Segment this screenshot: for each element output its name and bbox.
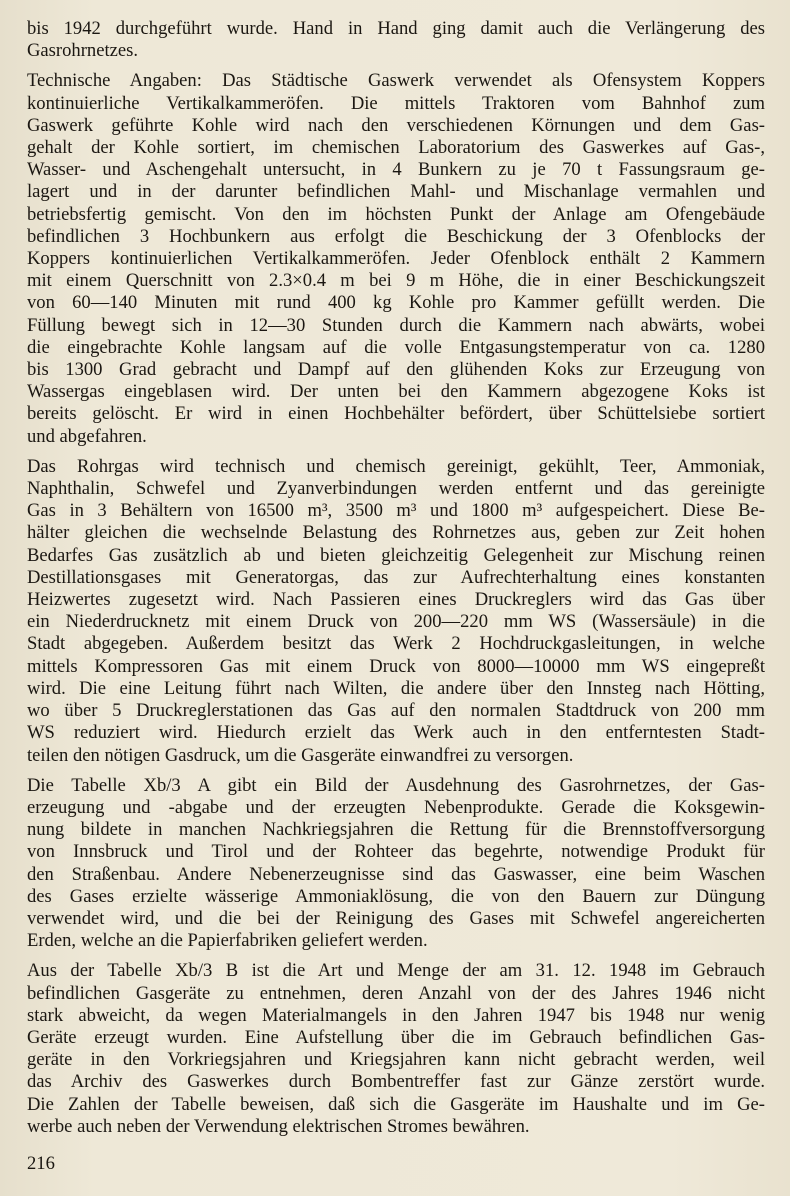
text-line: und abgefahren.	[27, 425, 147, 447]
paragraph	[27, 456, 765, 767]
text-line: nung bildete in manchen Nachkriegsjahren die Rettung für die Brennstoffversorgung	[27, 819, 765, 841]
text-line: gehalt der Kohle sortiert, im chemischen Laboratorium des Gaswerkes auf Gas-,	[27, 137, 765, 159]
text-line: Geräte erzeugt wurden. Eine Aufstellung über die im Gebrauch befindlichen Gas-	[27, 1026, 765, 1048]
text-line: Koppers kontinuierlichen Vertikalkammeröfen. Jeder Ofenblock enthält 2 Kammern	[27, 248, 765, 270]
text-line: Gaswerk geführte Kohle wird nach den verschiedenen Körnungen und dem Gas-	[27, 114, 765, 136]
text-line: bis 1942 durchgeführt wurde. Hand in Hand ging damit auch die Verlängerung des	[27, 18, 765, 39]
text-line: werbe auch neben der Verwendung elektrischen Stromes bewähren.	[27, 1115, 530, 1137]
paragraph	[27, 18, 765, 62]
text-line: Gasrohrnetzes.	[27, 40, 138, 62]
text-line: teilen den nötigen Gasdruck, um die Gasgeräte einwandfrei zu versorgen.	[27, 744, 574, 766]
text-line: Technische Angaben: Das Städtische Gaswerk verwendet als Ofensystem Koppers	[27, 70, 765, 92]
body-text	[27, 18, 765, 1146]
text-line: Heizwertes zugesetzt wird. Nach Passieren eines Druckreglers wird das Gas über	[27, 589, 765, 611]
text-line: wird. Die eine Leitung führt nach Wilten, die andere über den Innsteg nach Hötting,	[27, 677, 765, 699]
paragraph	[27, 960, 765, 1138]
text-line: erzeugung und -abgabe und der erzeugten Nebenprodukte. Gerade die Koksgewin-	[27, 796, 765, 818]
text-line: kontinuierliche Vertikalkammeröfen. Die mittels Traktoren vom Bahnhof zum	[27, 92, 765, 114]
text-line: Stadt abgegeben. Außerdem besitzt das Werk 2 Hochdruckgasleitungen, in welche	[27, 633, 765, 655]
text-line: stark abweicht, da wegen Materialmangels in den Jahren 1947 bis 1948 nur wenig	[27, 1004, 765, 1026]
paragraph	[27, 70, 765, 447]
text-line: Füllung bewegt sich in 12—30 Stunden durch die Kammern nach abwärts, wobei	[27, 314, 765, 336]
text-line: WS reduziert wird. Hiedurch erzielt das Werk auch in den entferntesten Stadt-	[27, 722, 765, 744]
text-line: mittels Kompressoren Gas mit einem Druck von 8000—10000 mm WS eingepreßt	[27, 655, 765, 677]
text-line: Destillationsgases mit Generatorgas, das zur Aufrechterhaltung eines konstanten	[27, 566, 765, 588]
text-line: bereits gelöscht. Er wird in einen Hochbehälter befördert, über Schüttelsiebe sortiert	[27, 403, 765, 425]
text-line: Die Zahlen der Tabelle beweisen, daß sich die Gasgeräte im Haushalte und im Ge-	[27, 1093, 765, 1115]
text-line: wo über 5 Druckreglerstationen das Gas auf den normalen Stadtdruck von 200 mm	[27, 700, 765, 722]
text-line: Die Tabelle Xb/3 A gibt ein Bild der Ausdehnung des Gasrohrnetzes, der Gas-	[27, 774, 765, 796]
text-line: verwendet wird, und die bei der Reinigung des Gases mit Schwefel angereicherten	[27, 907, 765, 929]
text-line: Naphthalin, Schwefel und Zyanverbindungen werden entfernt und das gereinigte	[27, 478, 765, 500]
text-line: den Straßenbau. Andere Nebenerzeugnisse sind das Gaswasser, eine beim Waschen	[27, 863, 765, 885]
text-line: betriebsfertig gemischt. Von den im höchsten Punkt der Anlage am Ofengebäude	[27, 203, 765, 225]
text-line: ein Niederdrucknetz mit einem Druck von 200—220 mm WS (Wassersäule) in die	[27, 611, 765, 633]
text-line: das Archiv des Gaswerkes durch Bombentreffer fast zur Gänze zerstört wurde.	[27, 1071, 765, 1093]
text-line: Gas in 3 Behältern von 16500 m³, 3500 m³ und 1800 m³ aufgespeichert. Diese Be-	[27, 500, 765, 522]
text-line: Bedarfes Gas zusätzlich ab und bieten gleichzeitig Gelegenheit zur Mischung reinen	[27, 544, 765, 566]
text-line: die eingebrachte Kohle langsam auf die volle Entgasungstemperatur von ca. 1280	[27, 336, 765, 358]
text-line: Wasser- und Aschengehalt untersucht, in 4 Bunkern zu je 70 t Fassungsraum ge-	[27, 159, 765, 181]
paragraph	[27, 775, 765, 953]
text-line: Das Rohrgas wird technisch und chemisch gereinigt, gekühlt, Teer, Ammoniak,	[27, 455, 765, 477]
text-line: mit einem Querschnitt von 2.3×0.4 m bei 9 m Höhe, die in einer Beschickungszeit	[27, 270, 765, 292]
text-line: von 60—140 Minuten mit rund 400 kg Kohle pro Kammer gefüllt werden. Die	[27, 292, 765, 314]
page-number: 216	[27, 1153, 55, 1174]
text-line: Wassergas eingeblasen wird. Der unten bei den Kammern abgezogene Koks ist	[27, 381, 765, 403]
text-line: von Innsbruck und Tirol und der Rohteer das begehrte, notwendige Produkt für	[27, 841, 765, 863]
superscript: ³	[536, 500, 543, 522]
text-line: Erden, welche an die Papierfabriken geliefert werden.	[27, 930, 428, 952]
text-line: befindlichen 3 Hochbunkern aus erfolgt die Beschickung der 3 Ofenblocks der	[27, 225, 765, 247]
superscript: ³	[410, 500, 417, 522]
text-line: bis 1300 Grad gebracht und Dampf auf den glühenden Koks zur Erzeugung von	[27, 359, 765, 381]
text-line: Aus der Tabelle Xb/3 B ist die Art und Menge der am 31. 12. 1948 im Gebrauch	[27, 960, 765, 982]
text-line: befindlichen Gasgeräte zu entnehmen, deren Anzahl von der des Jahres 1946 nicht	[27, 982, 765, 1004]
text-line: hälter gleichen die wechselnde Belastung des Rohrnetzes aus, geben zur Zeit hohen	[27, 522, 765, 544]
text-line: des Gases erzielte wässerige Ammoniaklösung, die von den Bauern zur Düngung	[27, 885, 765, 907]
text-line: geräte in den Vorkriegsjahren und Kriegsjahren kann nicht gebracht werden, weil	[27, 1049, 765, 1071]
superscript: ³	[321, 500, 328, 522]
text-line: lagert und in der darunter befindlichen Mahl- und Mischanlage vermahlen und	[27, 181, 765, 203]
